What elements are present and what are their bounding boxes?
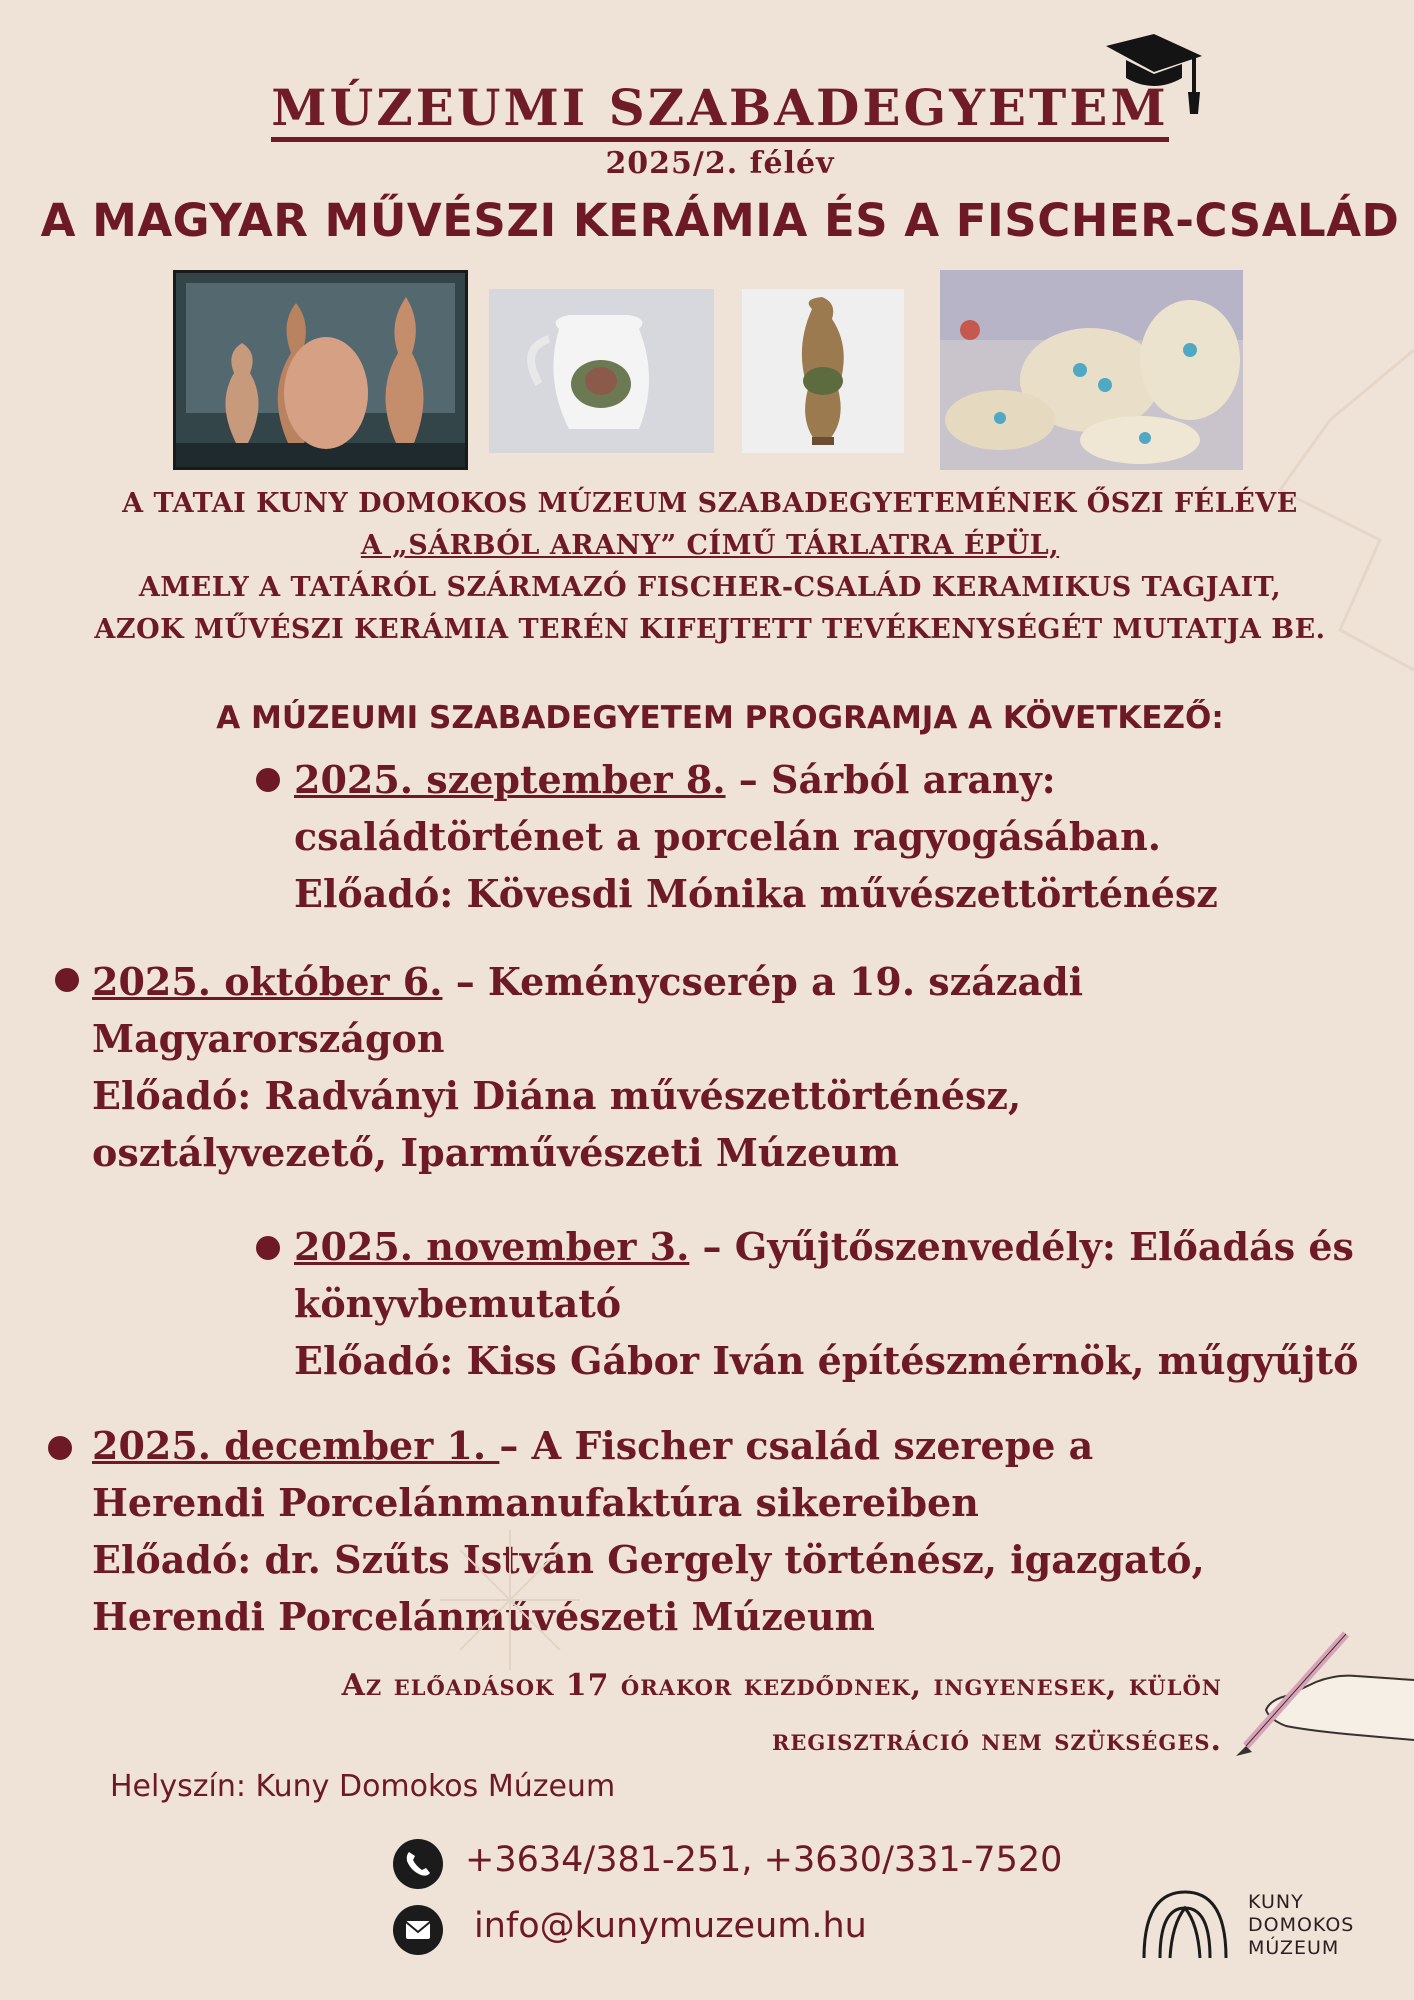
event-speaker: Előadó: dr. Szűts István Gergely történész, igazgató, [92,1537,1205,1582]
email-link[interactable]: info@kunymuzeum.hu [474,1906,867,1946]
event-item [92,953,1083,1181]
event-speaker-cont: osztályvezető, Iparművészeti Múzeum [92,1130,900,1175]
program-heading: A MÚZEUMI SZABADEGYETEM PROGRAMJA A KÖVETKEZŐ: [216,700,1224,736]
photo-vases-showcase [173,270,468,470]
event-item [92,1417,1205,1645]
event-title-cont: Herendi Porcelánmanufaktúra sikereiben [92,1480,979,1525]
venue-label: Helyszín: Kuny Domokos Múzeum [110,1769,616,1804]
sparkle-decoration [440,1530,580,1670]
museum-logo-text: KUNY DOMOKOS MÚZEUM [1248,1891,1355,1959]
intro-line-exhibition: A „SÁRBÓL ARANY” CÍMŰ TÁRLATRA ÉPÜL, [360,530,1060,561]
envelope-icon [393,1905,443,1955]
note-line: regisztráció nem szükséges. [771,1723,1222,1758]
subtitle: A MAGYAR MŰVÉSZI KERÁMIA ÉS A FISCHER-CSALÁD [40,194,1400,247]
note-line: Az előadások 17 órakor kezdődnek, ingyenesek, külön [341,1668,1222,1703]
intro-text [60,483,1360,651]
event-title: – A Fischer család szerepe a [499,1423,1094,1468]
museum-logo-icon [1140,1888,1230,1960]
phone-icon [393,1839,443,1889]
hand-pencil-icon [1226,1630,1414,1760]
event-item [294,751,1218,922]
event-speaker: Előadó: Kövesdi Mónika művészettörténész [294,871,1218,916]
event-title: – Sárból arany: [725,757,1056,802]
intro-line: A TATAI KUNY DOMOKOS MÚZEUM SZABADEGYETEMÉNEK ŐSZI FÉLÉVE [122,488,1298,519]
event-date: 2025. szeptember 8. [294,757,726,802]
photo-openwork-porcelain [940,270,1243,470]
event-speaker: Előadó: Radványi Diána művészettörténész, [92,1073,1022,1118]
phone-numbers[interactable]: +3634/381-251, +3630/331-7520 [465,1840,1063,1880]
event-title-cont: Magyarországon [92,1016,445,1061]
event-date: 2025. december 1. [92,1423,500,1468]
intro-line: AZOK MŰVÉSZI KERÁMIA TERÉN KIFEJTETT TEVÉKENYSÉGÉT MUTATJA BE. [94,614,1326,645]
intro-line: AMELY A TATÁRÓL SZÁRMAZÓ FISCHER-CSALÁD KERAMIKUS TAGJAIT, [138,572,1282,603]
bullet-icon [256,1236,280,1260]
bullet-icon [55,968,79,992]
photo-decorated-ewer [742,289,904,453]
semester-label: 2025/2. félév [605,146,835,181]
event-item [294,1218,1358,1389]
bullet-icon [48,1436,72,1460]
page-title: MÚZEUMI SZABADEGYETEM [0,78,1414,137]
event-title-cont: családtörténet a porcelán ragyogásában. [294,814,1161,859]
event-title: – Gyűjtőszenvedély: Előadás és [689,1224,1354,1269]
event-title: – Keménycserép a 19. századi [442,959,1084,1004]
event-title-cont: könyvbemutató [294,1281,622,1326]
photo-painted-jug [489,289,714,453]
bullet-icon [256,768,280,792]
event-speaker-cont: Herendi Porcelánművészeti Múzeum [92,1594,875,1639]
event-speaker: Előadó: Kiss Gábor Iván építészmérnök, műgyűjtő [294,1338,1359,1383]
event-date: 2025. november 3. [294,1224,690,1269]
event-date: 2025. október 6. [92,959,443,1004]
